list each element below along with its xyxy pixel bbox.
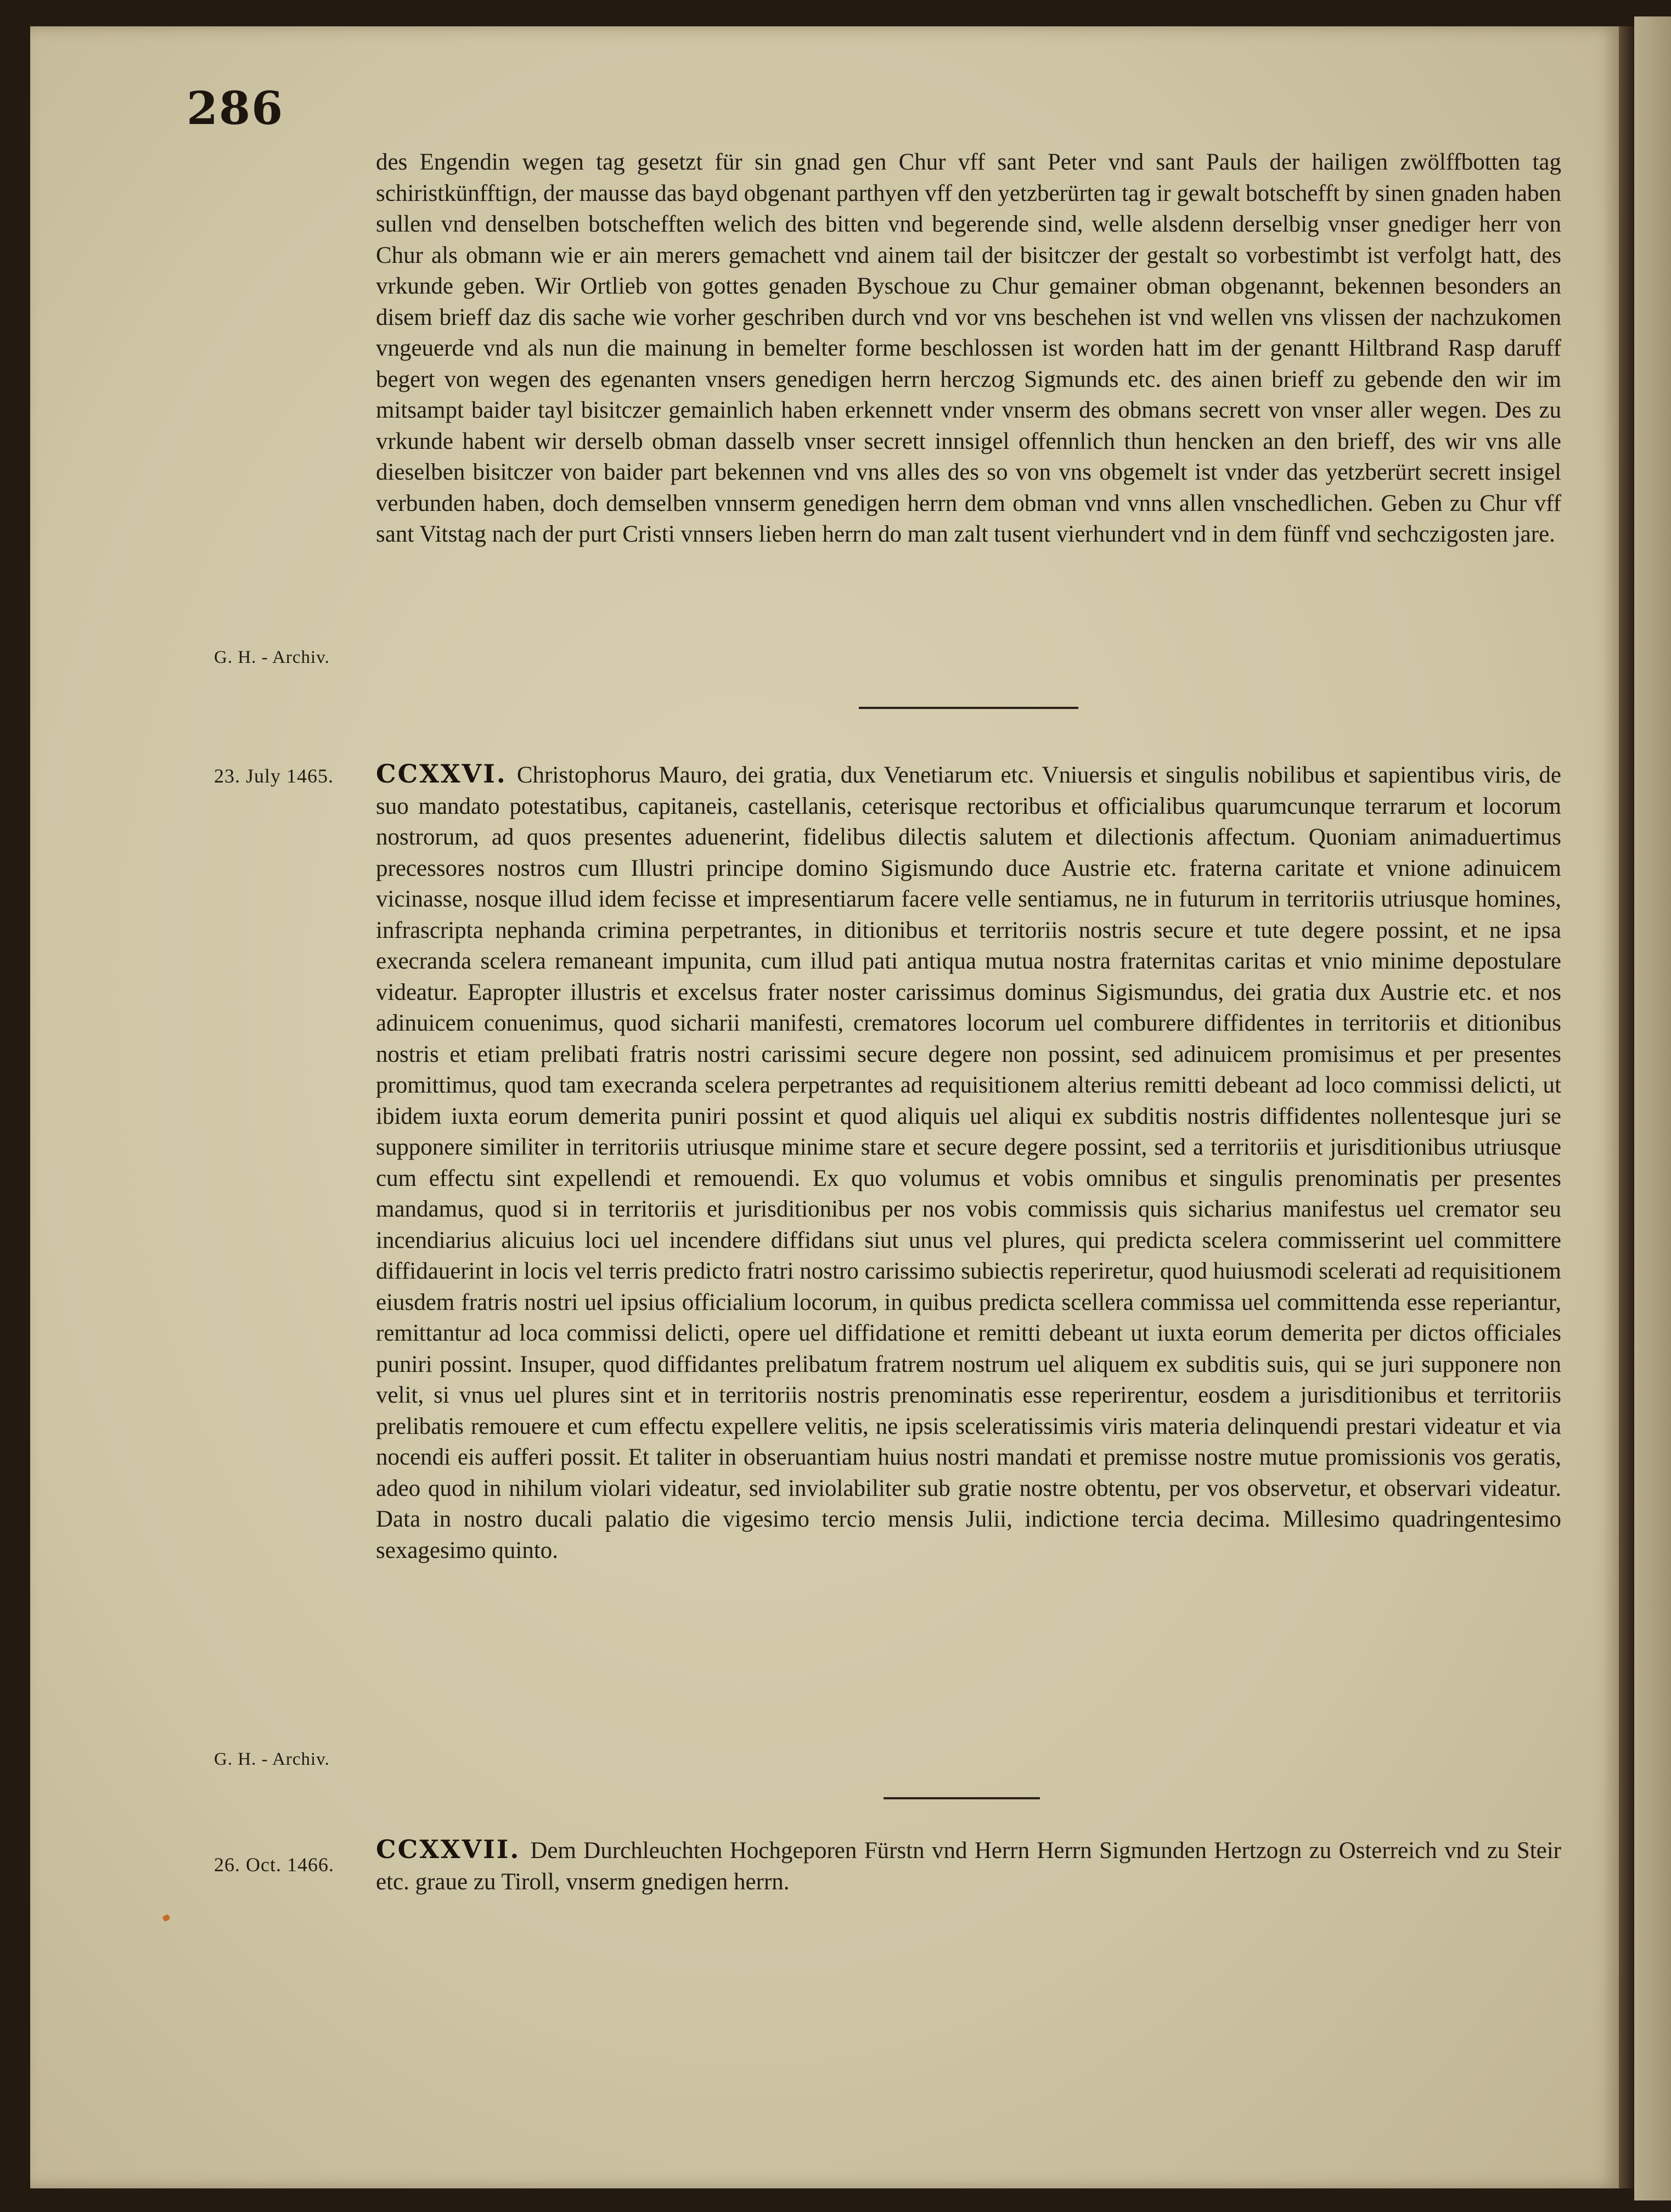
charter-number: CCXXVII. [376, 1834, 521, 1864]
archive-source-note: G. H. - Archiv. [214, 648, 330, 667]
page-gutter-shadow [1619, 26, 1634, 2188]
charter-text: Dem Durchleuchten Hochgeporen Fürstn vnd Herrn Herrn Sigmunden Hertzogn zu Osterreich vnd zu Steir etc. graue zu Tiroll, vnserm gnedigen herrn. [376, 1838, 1561, 1895]
section-text: des Engendin wegen tag gesetzt für sin gnad gen Chur vff sant Peter vnd sant Pauls der hailigen zwölffbotten tag schiristkünfftign, der mausse das bayd obgenant parthyen vff den yetzberürten tag ir gewalt botschefft by sinen gnaden haben sullen vnd denselben botschefften welich des bitten vnd begerende sind, welle alsdenn derselbig vnser gnediger herr von Chur als obmann wie er ain merers gemachett vnd ainem tail der bisitczer der gestalt so vorbestimbt ist verfolgt hatt, des vrkunde geben. Wir Ortlieb von gottes genaden Byschoue zu Chur gemainer obman obgenannt, bekennen besonders an disem brieff daz dis sache wie vorher geschriben durch vnd vor vns beschehen ist vnd wellen vns vlissen der nachzukomen vngeuerde vnd als nun die mainung in bemelter forme beschlossen ist worden hatt im der genantt Hiltbrand Rasp daruff begert von wegen des egenanten vnsers genedigen herrn herczog Sigmunds etc. des ainen brieff zu gebende den wir im mitsampt baider tayl bisitczer gemainlich haben erkennett vnder vnserm des obmans secrett von vnser aller wegen. Des zu vrkunde habent wir derselb obman dasselb vnser secrett innsigel offennlich thun hencken an den brieff, des wir vns alle dieselben bisitczer von baider part bekennen vnd vns alles des so von vns obgemelt ist vnder das yetzberürt secrett insigel verbunden haben, doch demselben vnnserm genedigen herrn dem obman vnd vnns allen vnschedlichen. Geben zu Chur vff sant Vitstag nach der purt Cristi vnnsers lieben herrn do man zalt tusent vierhundert vnd in dem fünff vnd sechczigosten jare. [376, 149, 1561, 547]
charter-date: 23. July 1465. [214, 765, 334, 787]
charter-number: CCXXVI. [376, 759, 507, 789]
section-ccxxvi [376, 758, 1561, 1566]
section-continuation [376, 147, 1561, 550]
section-divider [859, 707, 1078, 709]
section-ccxxvii [376, 1834, 1561, 1898]
charter-date: 26. Oct. 1466. [214, 1854, 334, 1876]
archive-source-note: G. H. - Archiv. [214, 1749, 330, 1769]
page-number: 286 [187, 82, 284, 135]
section-text [376, 1834, 1561, 1898]
facing-page-edge [1634, 16, 1671, 2200]
charter-text: Christophorus Mauro, dei gratia, dux Venetiarum etc. Vniuersis et singulis nobilibus et sapientibus viris, de suo mandato potestatibus, capitaneis, castellanis, ceterisque rectoribus et officialibus quarumcunque terrarum et locorum nostrorum, ad quos presentes aduenerint, fidelibus dilectis salutem et dilectionis affectum. Quoniam animaduertimus precessores nostros cum Illustri principe domino Sigismundo duce Austrie etc. fraterna caritate et vnione adinuicem vicinasse, nosque illud idem fecisse et impresentiarum facere velle sentiamus, ne in futurum in territoriis utriusque homines, infrascripta nephanda crimina perpetrantes, in ditionibus et territoriis nostris secure et tute degere possint, et ne ipsa execranda scelera remaneant impunita, cum illud pati antiqua mutua nostra fraternitas caritas et vnio minime depostulare videatur. Eapropter illustris et excelsus frater noster carissimus dominus Sigismundus, dei gratia dux Austrie etc. et nos adinuicem conuenimus, quod sicharii manifesti, crematores locorum uel comburere diffidentes in territoriis et ditionibus nostris et etiam prelibati fratris nostri carissimi secure degere non possint, sed adinuicem promisimus et per presentes promittimus, quod tam execranda scelera perpetrantes ad requisitionem alterius remitti debeant ad loco commissi delicti, ut ibidem iuxta eorum demerita puniri possint et quod aliquis uel aliqui ex subditis nostris diffidentes nollentesque juri se supponere similiter in territoriis utriusque minime stare et secure degere possint, sed a territoriis et jurisditionibus utriusque cum effectu sint expellendi et remouendi. Ex quo volumus et vobis omnibus et singulis prenominatis per presentes mandamus, quod si in territoriis et jurisditionibus per nos vobis commissis quis sicharius manifestus uel cremator seu incendiarius alicuius loci uel incendere diffidans siut unus vel plures, qui predicta scelera commisserint uel committere diffidauerint in locis vel terris predicto fratri nostro carissimo subiectis reperiretur, quod huiusmodi scelerati ad requisitionem eiusdem fratris nostri uel ipsius officialium locorum, in quibus predicta scellera commissa uel committenda esse reperiantur, remittantur ad loca commissi delicti, opere uel diffidatione et remitti debeant ut iuxta eorum demerita per dictos officiales puniri possint. Insuper, quod diffidantes prelibatum fratrem nostrum uel aliquem ex subditis suis, qui se juri supponere non velit, si vnus uel plures sint et in territoriis nostris prenominatis esse reperirentur, eosdem a jurisditionibus et territoriis prelibatis remouere et cum effectu expellere velitis, ne ipsis sceleratissimis viris materia delinquendi prestari videatur et via nocendi eis aufferi possit. Et taliter in obseruantiam huius nostri mandati et premisse nostre mutue promissionis vos geratis, adeo quod in nihilum violari videatur, sed inviolabiliter sub gratie nostre obtentu, per vos observetur, et observari videatur. Data in nostro ducali palatio die vigesimo tercio mensis Julii, indictione tercia decima. Millesimo quadringentesimo sexagesimo quinto. [376, 762, 1561, 1563]
section-divider [884, 1797, 1040, 1799]
section-text [376, 758, 1561, 1566]
